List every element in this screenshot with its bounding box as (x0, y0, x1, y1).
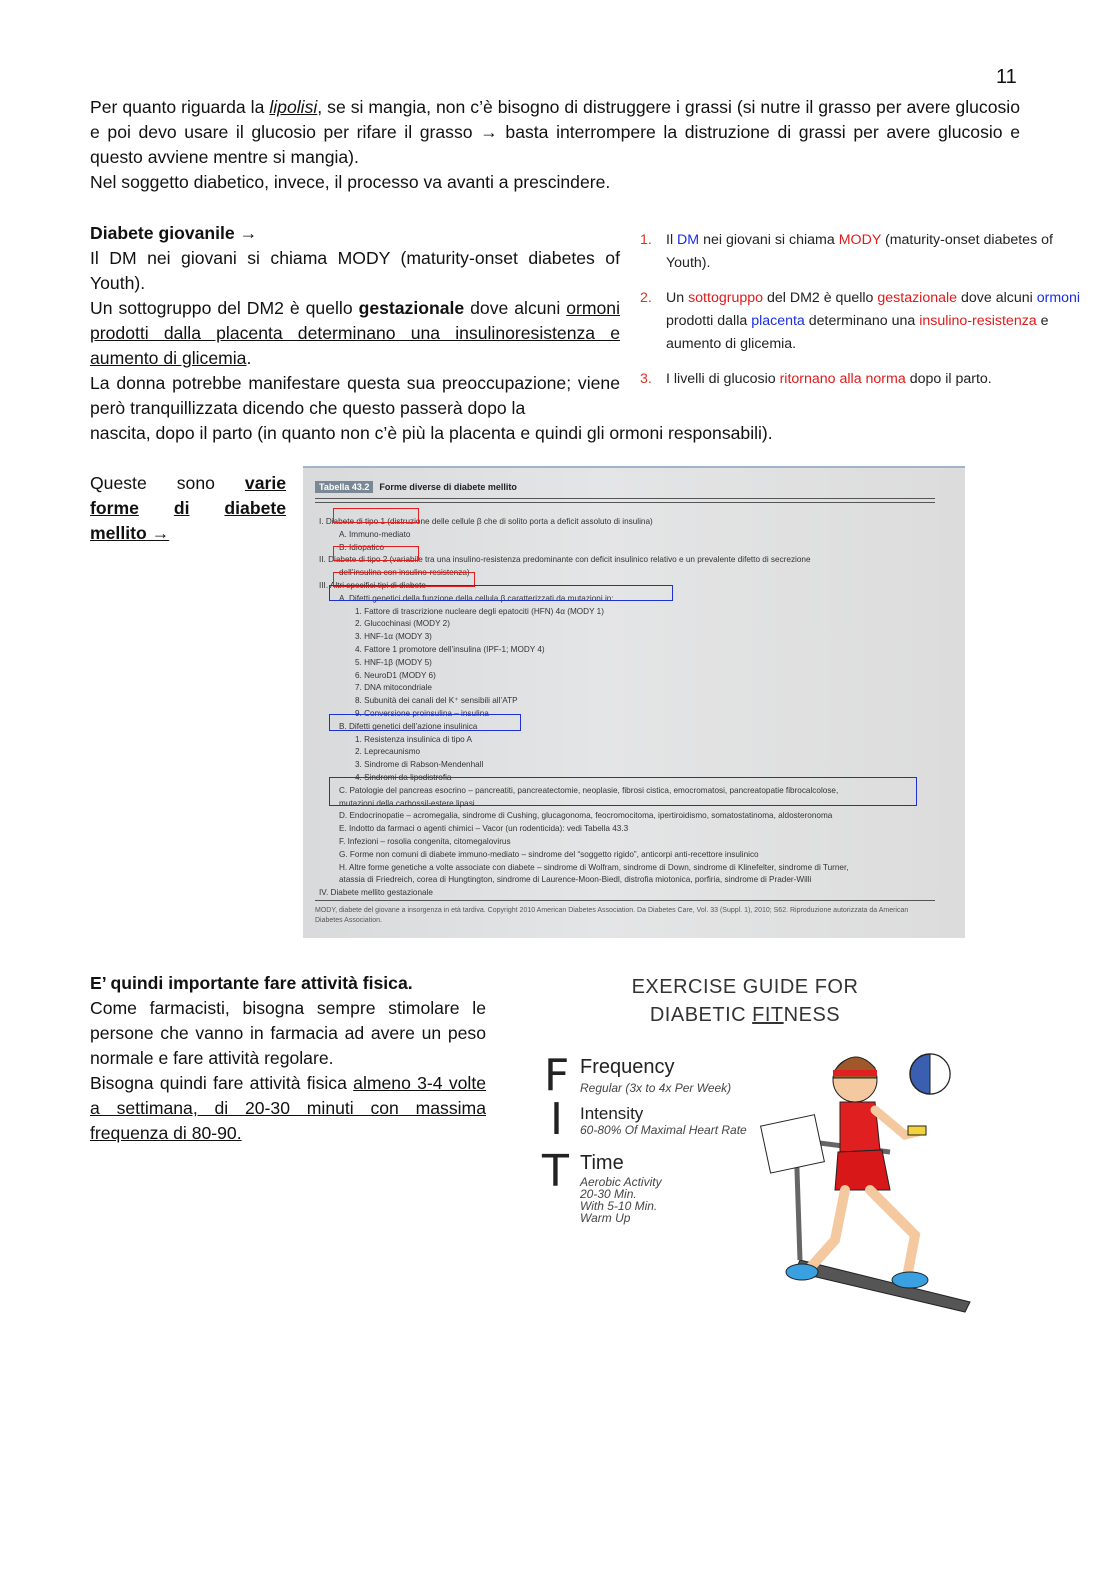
table-row: 1. Fattore di trascrizione nucleare degli epatociti (HFN) 4α (MODY 1) (355, 606, 604, 616)
text-span: dopo il parto. (905, 371, 992, 387)
section-heading: Diabete giovanile → (90, 223, 258, 243)
text-span: diabete (224, 498, 287, 518)
text-span: ormoni (1036, 290, 1081, 306)
table-row: B. Idiopatico (339, 542, 385, 552)
text-span: Il (666, 232, 678, 248)
table-row: I. Diabete di tipo 1 (distruzione delle cellule β che di solito porta a deficit assoluto di insulina) (319, 517, 653, 526)
diabetes-forms-table-image (303, 466, 965, 938)
highlight-box-red (333, 508, 419, 523)
table-row: F. Infezioni – rosolia congenita, citomegalovirus (339, 836, 511, 846)
fit-sub: With 5-10 Min. (580, 1199, 658, 1213)
divider (315, 498, 935, 499)
text-span: gestazionale (877, 290, 958, 306)
text-span: dove alcuni (957, 290, 1037, 306)
highlight-box-blue (329, 714, 521, 731)
table-row: II. Diabete di tipo 2 (variabile tra una insulino-resistenza predominante con deficit insulinico relativo e un prevalente difetto di secrezione (319, 555, 811, 565)
runner-leg (810, 1190, 845, 1268)
text-line: Il DM nei giovani si chiama MODY (maturity-onset diabetes of Youth). (90, 248, 620, 293)
fit-letter: T (542, 1146, 569, 1197)
table-row: dell’insulina con insulino-resistenza) (339, 568, 470, 578)
text-span: (maturity-onset diabetes of Youth). (666, 232, 1053, 271)
bold-term: gestazionale (358, 298, 465, 318)
text-span: nei giovani si chiama (699, 232, 839, 248)
fit-word: Frequency (580, 1056, 675, 1078)
text-span: MODY (838, 232, 882, 248)
table-row: A. Immuno-mediato (339, 529, 411, 539)
lipolisi-term: lipolisi (269, 97, 318, 117)
esercizio-paragraph (90, 971, 486, 1146)
table-row: 4. Sindromi da lipodistrofia (355, 772, 452, 782)
text-span: Un (666, 290, 689, 306)
runner-shorts (835, 1150, 890, 1190)
table-row: 4. Fattore 1 promotore dell’insulina (IPF-1; MODY 4) (355, 644, 545, 654)
fit-title (540, 1004, 950, 1027)
table-row: 5. HNF-1β (MODY 5) (355, 657, 432, 667)
text-span: del DM2 è quello (763, 290, 878, 306)
text-span: DIABETIC (649, 1004, 753, 1026)
text-span: . (246, 348, 252, 368)
text-span: Per quanto riguarda la (90, 97, 270, 117)
text-span: , se si mangia, non c’è bisogno di distruggere i grassi (si nutre il grasso per avere glucosio e poi devo usare il glucosio per rifare il grasso → basta interrompere la distruzione di grassi per avere glucosio e questo avviene mentre si mangia). (90, 97, 1020, 167)
divider (315, 900, 935, 901)
text-line: La donna potrebbe manifestare questa sua preoccupazione; viene però tranquillizzata dicendo che questo passerà dopo la (90, 373, 620, 418)
text-span: Queste (90, 473, 147, 493)
list-item (640, 287, 1090, 356)
table-footnote: MODY, diabete del giovane a insorgenza in età tardiva. Copyright 2010 American Diabetes Association. Da Diabetes Care, Vol. 33 (Suppl. 1), 2010; S62. Riproduzione autorizzata da American Diabetes Association. (315, 907, 909, 924)
treadmill-belt (795, 1260, 970, 1312)
table-row: atassia di Friedreich, corea di Hungtington, sindrome di Laurence-Moon-Biedl, distrofia miotonica, porfiria, sindrome di Prader-Willi (339, 875, 812, 885)
list-number: 1. (640, 232, 652, 248)
fit-sub: Regular (3x to 4x Per Week) (580, 1081, 732, 1095)
text-span: DM (677, 232, 700, 248)
runner-leg (870, 1190, 915, 1272)
watch-icon (908, 1126, 926, 1135)
text-span: ritornano alla norma (779, 371, 906, 387)
text-span: di (173, 498, 190, 518)
lipolisi-paragraph (90, 95, 1020, 195)
shoe (786, 1264, 818, 1280)
text-span: e aumento di glicemia. (666, 313, 1049, 352)
text-line: Come farmacisti, bisogna sempre stimolare le persone che vanno in farmacia ad avere un peso normale e fare attività regolare. (90, 998, 486, 1068)
table-row: 2. Glucochinasi (MODY 2) (355, 619, 450, 629)
text-span: sottogruppo (688, 290, 764, 306)
highlight-box-blue (329, 777, 917, 806)
list-item (640, 229, 1090, 275)
table-row: 8. Subunità dei canali del K⁺ sensibili all’ATP (355, 696, 518, 706)
text-span: Bisogna quindi fare attività fisica (90, 1073, 354, 1093)
clock-hand (930, 1054, 950, 1094)
fit-letter: I (550, 1094, 563, 1145)
text-span: determinano una (804, 313, 920, 329)
table-row: 2. Leprecaunismo (355, 747, 421, 757)
table-row: D. Endocrinopatie – acromegalia, sindrome di Cushing, glucagonoma, feocromocitoma, ipertiroidismo, somatostatinoma, aldosteronoma (339, 811, 833, 821)
table-row: III. Altri specifici tipi di diabete (319, 580, 426, 590)
forme-paragraph (90, 471, 286, 546)
text-span: I livelli di glucosio (666, 371, 780, 387)
table-title: Forme diverse di diabete mellito (379, 482, 517, 492)
shoe (892, 1272, 928, 1288)
fit-sub: 20-30 Min. (580, 1187, 637, 1201)
text-span: placenta (751, 313, 805, 329)
list-number: 3. (640, 371, 652, 387)
table-label: Tabella 43.2 (315, 481, 373, 493)
highlight-box-blue (329, 585, 673, 601)
text-span: mellito → (90, 523, 170, 543)
table-row: IV. Diabete mellito gestazionale (319, 888, 433, 898)
text-span: prodotti dalla (666, 313, 752, 329)
fit-sub: 60-80% Of Maximal Heart Rate (580, 1123, 747, 1137)
fit-word: Time (580, 1152, 624, 1174)
table-row: 1. Resistenza insulinica di tipo A (355, 734, 472, 744)
underlined-text: ormoni prodotti dalla placenta determinano una insulinoresistenza e aumento di glicemia (90, 298, 620, 368)
table-row: 3. HNF-1α (MODY 3) (355, 632, 432, 642)
text-span: insulino-resistenza (919, 313, 1037, 329)
fit-title: EXERCISE GUIDE FOR (631, 976, 859, 998)
page-number: 11 (996, 66, 1017, 88)
table-row: A. Difetti genetici della funzione della cellula β caratterizzati da mutazioni in: (339, 593, 614, 603)
table-row: 3. Sindrome di Rabson-Mendenhall (355, 760, 484, 770)
diabete-giovanile-paragraph (90, 221, 620, 421)
mody-summary-image (640, 229, 1090, 403)
fit-exercise-guide-image (540, 970, 980, 1315)
highlight-box-red (333, 546, 419, 561)
table-row: 7. DNA mitocondriale (355, 683, 432, 693)
table-row: mutazioni della carbossil-estere lipasi (339, 798, 475, 808)
treadmill-runner-illustration (740, 1040, 980, 1315)
fit-word: Intensity (580, 1104, 644, 1123)
list-item (640, 368, 1090, 391)
table-row: H. Altre forme genetiche a volte associate con diabete – sindrome di Wolfram, sindrome di Down, sindrome di Klinefelter, sindrome di Turner, (339, 862, 849, 872)
text-span: FIT (752, 1004, 784, 1026)
list-number: 2. (640, 290, 652, 306)
table-row: G. Forme non comuni di diabete immuno-mediato – sindrome del “soggetto rigido”, anticorpi anti-recettore insulinico (339, 849, 759, 859)
text-span: NESS (783, 1004, 841, 1026)
table-row: B. Difetti genetici dell’azione insulinica (339, 721, 478, 731)
fit-letter: F (544, 1050, 570, 1101)
underlined-text: almeno 3-4 volte a settimana, di 20-30 minuti con massima frequenza di 80-90. (90, 1073, 486, 1143)
section-heading: E’ quindi importante fare attività fisica. (90, 973, 413, 993)
text-span: varie (244, 473, 287, 493)
text-line: nascita, dopo il parto (in quanto non c’è più la placenta e quindi gli ormoni responsabili). (90, 423, 773, 443)
text-span: dove alcuni (464, 298, 567, 318)
fit-sub: Aerobic Activity (580, 1175, 662, 1189)
table-sheet (311, 478, 937, 924)
table-row: 6. NeuroD1 (MODY 6) (355, 670, 436, 680)
table-row: C. Patologie del pancreas esocrino – pancreatiti, pancreatectomie, neoplasie, fibrosi cistica, emocromatosi, pancreatopatie fibrocalcolose, (339, 785, 839, 795)
divider (315, 502, 935, 503)
text-span: Un sottogruppo del DM2 è quello (90, 298, 359, 318)
table-row: E. Indotto da farmaci o agenti chimici – Vacor (un rodenticida): vedi Tabella 43.3 (339, 824, 629, 834)
text-span: Nel soggetto diabetico, invece, il processo va avanti a prescindere. (90, 172, 611, 192)
text-span: sono (176, 473, 215, 493)
text-span: forme (90, 498, 139, 518)
table-header (315, 482, 517, 492)
table-row: 9. Conversione proinsulina – insulina (355, 708, 489, 718)
fit-sub: Warm Up (580, 1211, 631, 1225)
calendar-icon (761, 1115, 825, 1173)
headband (833, 1070, 877, 1076)
